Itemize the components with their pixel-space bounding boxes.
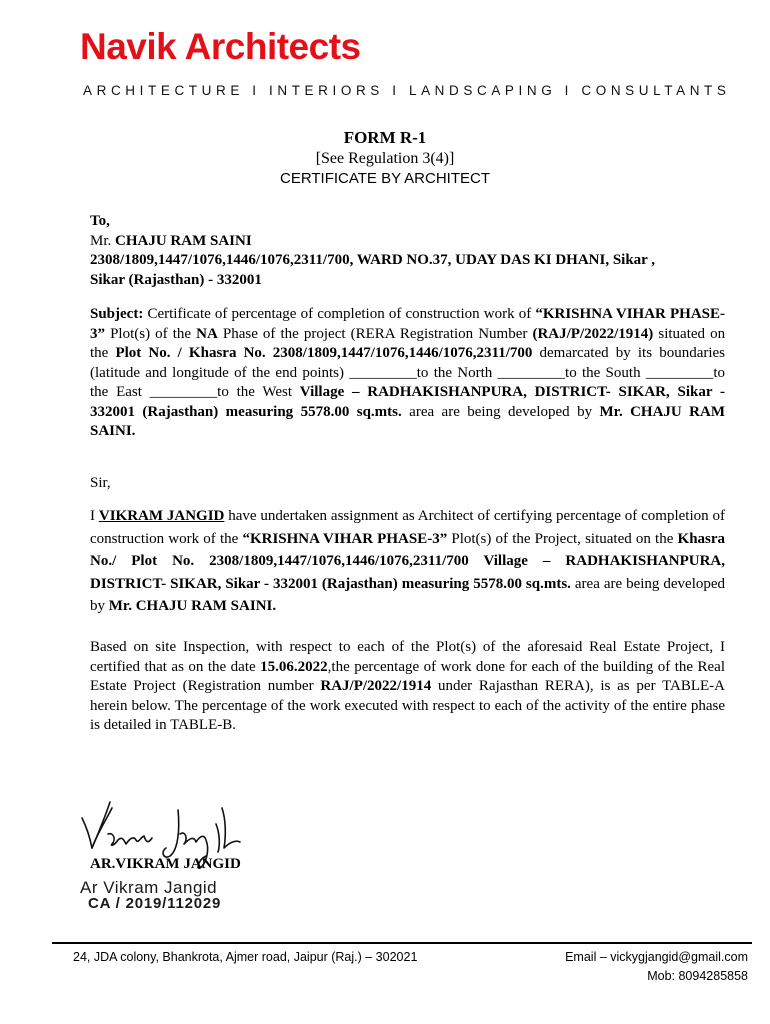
salutation-sir: Sir, — [90, 475, 111, 491]
subject-text-6: area are being developed by — [409, 403, 593, 420]
undertaking-project-name: “KRISHNA VIHAR PHASE-3” — [242, 530, 448, 547]
subject-text-4: situated on the — [90, 325, 726, 361]
footer-divider — [52, 942, 752, 944]
inspection-text-3: under Rajasthan RERA), is as per TABLE-A herein below. The percentage of the work executed with respect to each of the activity of the entire phase is detailed in TABLE-B. — [90, 678, 726, 733]
subject-village: Village – RADHAKISHANPURA, DISTRICT- SIKAR, Sikar - 332001 (Rajasthan) measuring 5578.00 sq.mts. — [90, 384, 726, 420]
inspection-date: 15.06.2022 — [260, 658, 328, 675]
footer-address: 24, JDA colony, Bhankrota, Ajmer road, Jaipur (Raj.) – 302021 — [73, 950, 418, 964]
salutation: Mr. — [90, 232, 112, 249]
undertaking-text-3: area are being developed by — [90, 575, 726, 614]
stamp-name: Ar Vikram Jangid — [80, 878, 218, 897]
addressee-name: CHAJU RAM SAINI — [115, 232, 252, 249]
undertaking-khasra: Khasra No./ Plot No. 2308/1809,1447/1076,1446/1076,2311/700 Village – RADHAKISHANPURA, DISTRICT- SIKAR, Sikar - 332001 (Rajasthan) measuring 5578.00 sq.mts. — [90, 530, 726, 592]
undertaking-i: I — [90, 508, 95, 524]
address-line-1: 2308/1809,1447/1076,1446/1076,2311/700, WARD NO.37, UDAY DAS KI DHANI, Sikar , — [90, 252, 656, 268]
footer-email: Email – vickygjangid@gmail.com — [565, 950, 748, 964]
stamp-registration: CA / 2019/112029 — [88, 895, 222, 912]
subject-phase: NA — [196, 325, 218, 342]
subject-rera-number: (RAJ/P/2022/1914) — [532, 325, 654, 342]
address-line-2: Sikar (Rajasthan) - 332001 — [90, 271, 262, 288]
subject-owner: Mr. CHAJU RAM SAINI. — [90, 403, 726, 439]
inspection-registration: RAJ/P/2022/1914 — [320, 678, 432, 694]
subject-text-2: Plot(s) of the — [110, 325, 192, 342]
footer-mobile: Mob: 8094285858 — [647, 969, 748, 983]
form-regulation: [See Regulation 3(4)] — [315, 150, 455, 167]
inspection-paragraph — [90, 638, 725, 736]
company-logo: Navik Architects — [80, 26, 361, 67]
subject-text-1: Certificate of percentage of completion of construction work of — [147, 306, 532, 322]
undertaking-text-2: Plot(s) of the Project, situated on the — [451, 530, 674, 547]
to-label: To, — [90, 213, 110, 229]
architect-name: VIKRAM JANGID — [98, 508, 225, 524]
subject-plot-number: Plot No. / Khasra No. 2308/1809,1447/1076,1446/1076,2311/700 — [115, 345, 533, 361]
undertaking-paragraph — [90, 505, 725, 618]
subject-paragraph — [90, 305, 725, 442]
addressee-block — [90, 212, 725, 290]
subject-label: Subject: — [90, 306, 144, 322]
form-title: FORM R-1 — [343, 128, 427, 147]
subject-text-3: Phase of the project (RERA Registration Number — [222, 325, 528, 342]
certificate-heading: CERTIFICATE BY ARCHITECT — [279, 170, 491, 187]
subject-text-5: demarcated by its boundaries (latitude and longitude of the end points) _________to the North _________to the South _________to the East _________to the West — [90, 345, 726, 400]
signed-name-text: AR.VIKRAM JANGID — [90, 856, 241, 872]
undertaking-owner: Mr. CHAJU RAM SAINI. — [108, 598, 277, 614]
signed-name — [90, 855, 725, 875]
undertaking-text-1: have undertaken assignment as Architect of certifying percentage of completion of construction work of the — [90, 508, 725, 547]
company-tagline: ARCHITECTURE I INTERIORS I LANDSCAPING I CONSULTANTS — [83, 83, 731, 98]
subject-project-name: “KRISHNA VIHAR PHASE-3” — [90, 306, 726, 342]
inspection-text-2: ,the percentage of work done for each of the building of the Real Estate Project (Registration number — [90, 658, 726, 694]
inspection-text-1: Based on site Inspection, with respect to each of the Plot(s) of the aforesaid Real Estate Project, I certified that as on the date — [90, 639, 725, 675]
